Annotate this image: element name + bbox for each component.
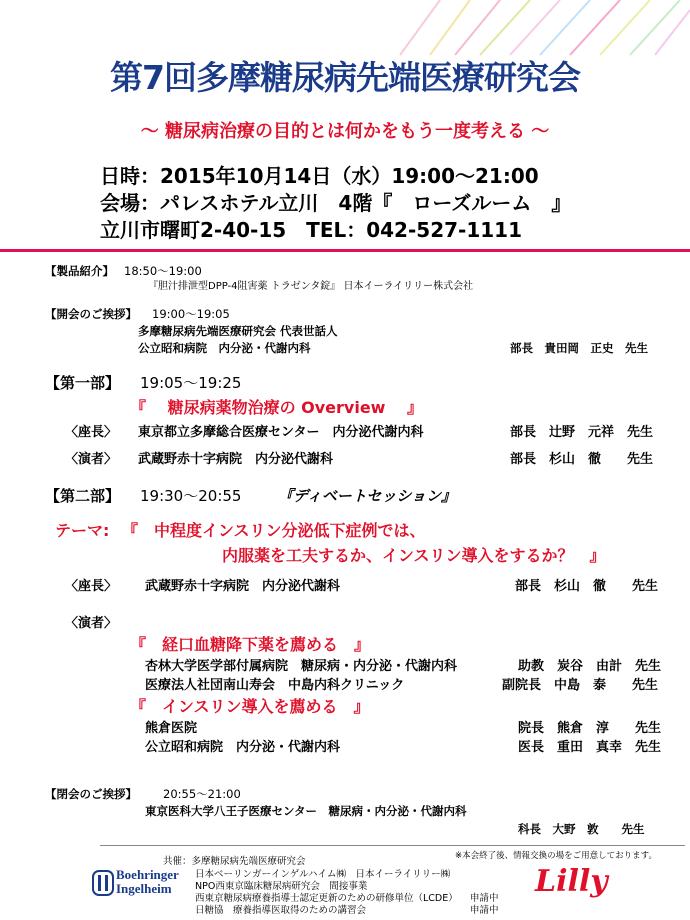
opening-time: 19:00〜19:05 — [152, 307, 230, 321]
header-divider — [0, 249, 690, 252]
opening-person: 部長 貴田岡 正史 先生 — [510, 341, 648, 355]
lilly-logo: Lilly — [535, 864, 608, 899]
product-desc: 『胆汁排泄型DPP-4阻害薬 トラゼンタ錠』 日本イーライリリー株式会社 — [148, 281, 474, 292]
part2-chair-org: 武蔵野赤十字病院 内分泌代謝科 — [145, 579, 341, 594]
part2-topic-b: 『 インスリン導入を薦める 』 — [130, 697, 370, 716]
closing-person: 科長 大野 敦 先生 — [518, 822, 645, 836]
part1-speaker-person: 部長 杉山 徹 先生 — [510, 452, 654, 467]
footer-sponsor-4: 西東京糖尿病療養指導士認定更新のための研修単位（LCDE） — [195, 893, 458, 904]
opening-label: 【開会のご挨拶】 — [45, 307, 137, 321]
boehringer-emblem-icon — [92, 870, 114, 896]
part2-chair-person: 部長 杉山 徹 先生 — [515, 579, 659, 594]
boehringer-logo-text — [116, 868, 179, 896]
part1-chair-org: 東京都立多摩総合医療センター 内分泌代謝内科 — [138, 425, 424, 440]
part2-a1-org: 杏林大学医学部付属病院 糖尿病・内分泌・代謝内科 — [145, 659, 458, 674]
boehringer-logo-line1: Boehringer — [116, 867, 179, 882]
footer-sponsor-4-status: 申請中 — [470, 893, 499, 904]
footer-sponsor-5-status: 申請中 — [470, 905, 499, 916]
part1-label: 【第一部】 — [45, 374, 121, 392]
footer-sponsor-2: 日本ベーリンガーインゲルハイム㈱ 日本イーライリリー㈱ — [195, 869, 451, 880]
opening-line1: 多摩糖尿病先端医療研究会 代表世話人 — [138, 324, 338, 338]
footer-sponsor-3: NPO西東京臨床糖尿病研究会 間接事業 — [195, 881, 368, 892]
part2-time: 19:30〜20:55 — [140, 487, 242, 505]
part2-topic-a: 『 経口血糖降下薬を薦める 』 — [130, 635, 371, 654]
part2-theme-line2: 内服薬を工夫するか、インスリン導入をするか？ 』 — [222, 546, 606, 565]
part2-b1-person: 院長 熊倉 淳 先生 — [518, 721, 662, 736]
product-time: 18:50〜19:00 — [124, 264, 202, 278]
event-venue: 会場：パレスホテル立川 4階『 ローズルーム 』 — [100, 191, 572, 215]
event-address: 立川市曙町2-40-15 TEL：042-527-1111 — [100, 218, 522, 242]
part2-b2-person: 医長 重田 真幸 先生 — [518, 740, 662, 755]
part2-speaker-label: 〈演者〉 — [65, 616, 118, 631]
part1-topic: 『 糖尿病薬物治療の Overview 』 — [130, 398, 424, 417]
event-datetime: 日時：2015年10月14日（水）19:00〜21:00 — [100, 164, 539, 188]
part1-speaker-org: 武蔵野赤十字病院 内分泌代謝科 — [138, 452, 334, 467]
footer-sponsor-5: 日糖協 療養指導医取得のための講習会 — [195, 905, 367, 916]
part1-chair-person: 部長 辻野 元祥 先生 — [510, 425, 654, 440]
page-subtitle: 〜 糖尿病治療の目的とは何かをもう一度考える 〜 — [140, 121, 550, 142]
boehringer-logo-line2: Ingelheim — [116, 881, 172, 896]
footer-divider — [100, 845, 685, 846]
footer-note: ※本会終了後、情報交換の場をご用意しております。 — [455, 851, 657, 861]
part1-chair-label: 〈座長〉 — [65, 425, 118, 440]
part2-a2-person: 副院長 中島 泰 先生 — [502, 678, 659, 693]
header-streaks — [0, 0, 690, 60]
part2-a1-person: 助教 炭谷 由計 先生 — [518, 659, 662, 674]
product-label: 【製品紹介】 — [45, 264, 114, 278]
opening-org: 公立昭和病院 内分泌・代謝内科 — [138, 341, 311, 355]
page-title: 第7回多摩糖尿病先端医療研究会 — [110, 58, 580, 97]
closing-org: 東京医科大学八王子医療センター 糖尿病・内分泌・代謝内科 — [145, 804, 467, 818]
part2-session: 『ディベートセッション』 — [278, 487, 457, 505]
part2-b1-org: 熊倉医院 — [145, 721, 198, 736]
part2-chair-label: 〈座長〉 — [65, 579, 118, 594]
footer-sponsor-1: 共催：多摩糖尿病先端医療研究会 — [163, 856, 306, 867]
part2-theme-label: テーマ: — [55, 521, 110, 540]
closing-label: 【閉会のご挨拶】 — [45, 787, 137, 801]
closing-time: 20:55〜21:00 — [163, 787, 241, 801]
part1-speaker-label: 〈演者〉 — [65, 452, 118, 467]
part2-a2-org: 医療法人社団南山寿会 中島内科クリニック — [145, 678, 405, 693]
part2-b2-org: 公立昭和病院 内分泌・代謝内科 — [145, 740, 341, 755]
part2-label: 【第二部】 — [45, 487, 121, 505]
part2-theme-line1: 『 中程度インスリン分泌低下症例では、 — [122, 521, 426, 540]
boehringer-ingelheim-logo — [92, 866, 182, 900]
part1-time: 19:05〜19:25 — [140, 374, 242, 392]
